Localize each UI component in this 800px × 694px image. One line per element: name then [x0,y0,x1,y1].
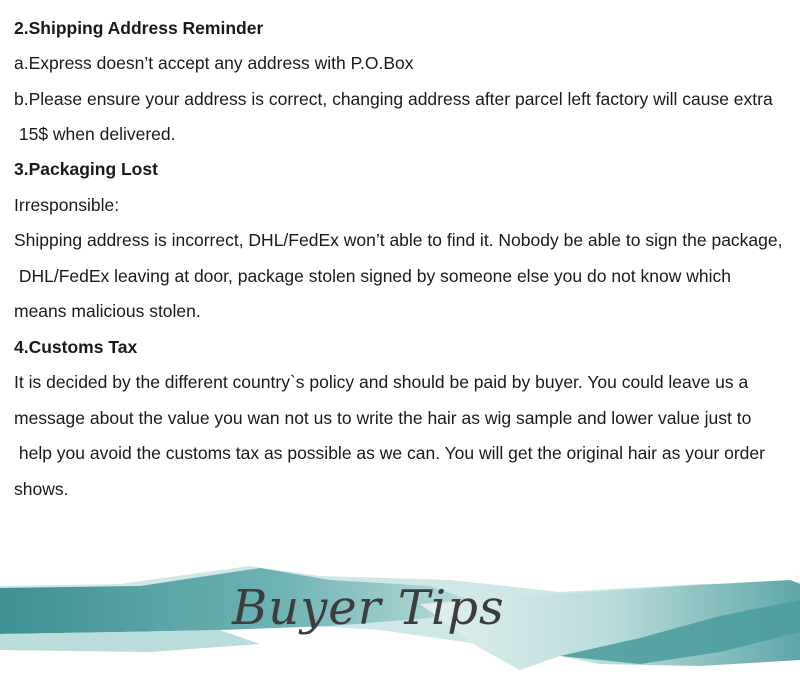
packaging-line-3: DHL/FedEx leaving at door, package stolen signed by someone else you do not know which [14,266,731,286]
customs-line-1: It is decided by the different country`s policy and should be paid by buyer. You could leave us a [14,372,749,392]
shipping-line-b2: 15$ when delivered. [14,124,176,144]
shipping-line-b1: b.Please ensure your address is correct, changing address after parcel left factory will cause extra [14,89,773,109]
customs-line-2: message about the value you wan not us to write the hair as wig sample and lower value just to [14,408,752,428]
section-heading-shipping: 2.Shipping Address Reminder [14,18,264,38]
customs-line-3: help you avoid the customs tax as possible as we can. You will get the original hair as your order [14,443,765,463]
packaging-line-4: means malicious stolen. [14,301,201,321]
customs-line-4: shows. [14,479,69,499]
shipping-line-a: a.Express doesn’t accept any address with P.O.Box [14,53,414,73]
buyer-tips-title: Buyer Tips [232,580,505,636]
section-heading-customs: 4.Customs Tax [14,337,138,357]
packaging-line-1: Irresponsible: [14,195,120,215]
packaging-line-2: Shipping address is incorrect, DHL/FedEx won’t able to find it. Nobody be able to sign the package, [14,230,783,250]
section-heading-packaging: 3.Packaging Lost [14,159,158,179]
